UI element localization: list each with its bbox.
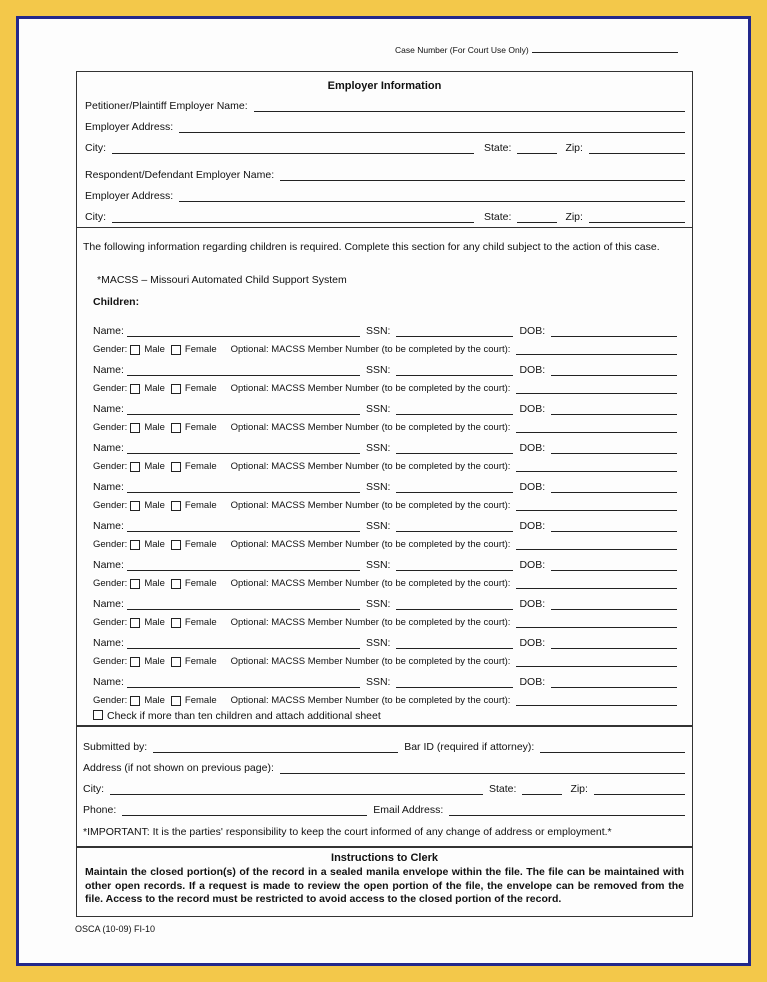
male-label: Male xyxy=(144,656,165,667)
child-dob-input[interactable] xyxy=(551,405,677,415)
petitioner-employer-input[interactable] xyxy=(254,102,685,112)
female-checkbox[interactable] xyxy=(171,501,181,511)
child-gender-row xyxy=(93,617,677,628)
child-ssn-input[interactable] xyxy=(396,444,513,454)
female-label: Female xyxy=(184,695,217,706)
child-name-row xyxy=(93,364,677,376)
gender-label: Gender: xyxy=(93,500,128,511)
male-label: Male xyxy=(144,617,165,628)
child-name-input[interactable] xyxy=(127,639,360,649)
macss-member-label: Optional: MACSS Member Number (to be completed by the court): xyxy=(230,617,511,628)
child-name-label: Name: xyxy=(93,676,124,688)
gender-label: Gender: xyxy=(93,578,128,589)
male-label: Male xyxy=(144,695,165,706)
child-gender-row xyxy=(93,461,677,472)
child-ssn-input[interactable] xyxy=(396,327,513,337)
macss-member-input[interactable] xyxy=(516,345,677,355)
email-label: Email Address: xyxy=(373,804,444,816)
children-section xyxy=(76,227,693,726)
female-label: Female xyxy=(184,539,217,550)
gender-label: Gender: xyxy=(93,656,128,667)
macss-member-label: Optional: MACSS Member Number (to be completed by the court): xyxy=(230,500,511,511)
more-children-checkbox[interactable] xyxy=(93,710,103,720)
macss-note: *MACSS – Missouri Automated Child Support System xyxy=(97,274,347,286)
child-dob-input[interactable] xyxy=(551,366,677,376)
male-label: Male xyxy=(144,500,165,511)
respondent-city-row xyxy=(85,211,685,223)
gender-label: Gender: xyxy=(93,461,128,472)
child-gender-row xyxy=(93,695,677,706)
submitter-zip-input[interactable] xyxy=(594,785,685,795)
child-name-row xyxy=(93,637,677,649)
child-dob-label: DOB: xyxy=(519,403,546,415)
male-checkbox[interactable] xyxy=(130,657,140,667)
respondent-employer-label: Respondent/Defendant Employer Name: xyxy=(85,169,275,181)
macss-member-label: Optional: MACSS Member Number (to be completed by the court): xyxy=(230,344,511,355)
children-intro: The following information regarding children is required. Complete this section for any child subject to the action of this case. xyxy=(83,241,660,253)
child-dob-label: DOB: xyxy=(519,637,546,649)
child-dob-label: DOB: xyxy=(519,325,546,337)
more-children-row xyxy=(93,710,381,722)
female-checkbox[interactable] xyxy=(171,423,181,433)
male-checkbox[interactable] xyxy=(130,696,140,706)
submitter-section xyxy=(76,726,693,847)
child-ssn-label: SSN: xyxy=(365,442,391,454)
child-name-row xyxy=(93,325,677,337)
instructions-body: Maintain the closed portion(s) of the record in a sealed manila envelope within the file. The file can be maintained with other open records. If a request is made to review the open portion of the file, the envelope can be removed from the file. Access to the record must be restricted to avoid access to the closed portion of the record. xyxy=(85,866,684,905)
female-label: Female xyxy=(184,383,217,394)
female-checkbox[interactable] xyxy=(171,657,181,667)
child-gender-row xyxy=(93,344,677,355)
employer-title: Employer Information xyxy=(327,80,442,92)
macss-member-label: Optional: MACSS Member Number (to be completed by the court): xyxy=(230,578,511,589)
child-gender-row xyxy=(93,422,677,433)
female-checkbox[interactable] xyxy=(171,462,181,472)
respondent-employer-row xyxy=(85,169,685,181)
child-name-label: Name: xyxy=(93,598,124,610)
child-name-input[interactable] xyxy=(127,522,360,532)
child-name-input[interactable] xyxy=(127,405,360,415)
male-checkbox[interactable] xyxy=(130,618,140,628)
female-label: Female xyxy=(184,656,217,667)
child-ssn-input[interactable] xyxy=(396,483,513,493)
child-dob-input[interactable] xyxy=(551,561,677,571)
submitter-address-label: Address (if not shown on previous page): xyxy=(83,762,274,774)
respondent-address-row xyxy=(85,190,685,202)
child-name-row xyxy=(93,481,677,493)
petitioner-city-input[interactable] xyxy=(112,144,474,154)
case-number-label: Case Number (For Court Use Only) xyxy=(395,45,529,55)
child-dob-input[interactable] xyxy=(551,600,677,610)
male-checkbox[interactable] xyxy=(130,345,140,355)
petitioner-address-input[interactable] xyxy=(179,123,685,133)
submitter-city-label: City: xyxy=(83,783,104,795)
email-input[interactable] xyxy=(449,806,685,816)
respondent-address-input[interactable] xyxy=(179,192,685,202)
gender-label: Gender: xyxy=(93,383,128,394)
petitioner-city-label: City: xyxy=(85,142,106,154)
child-name-label: Name: xyxy=(93,403,124,415)
macss-member-label: Optional: MACSS Member Number (to be completed by the court): xyxy=(230,539,511,550)
male-label: Male xyxy=(144,578,165,589)
child-name-row xyxy=(93,598,677,610)
child-dob-label: DOB: xyxy=(519,442,546,454)
case-number-field[interactable] xyxy=(395,45,678,55)
child-ssn-input[interactable] xyxy=(396,366,513,376)
child-ssn-label: SSN: xyxy=(365,520,391,532)
child-name-input[interactable] xyxy=(127,483,360,493)
gender-label: Gender: xyxy=(93,539,128,550)
female-label: Female xyxy=(184,461,217,472)
gender-label: Gender: xyxy=(93,422,128,433)
child-ssn-label: SSN: xyxy=(365,637,391,649)
child-ssn-label: SSN: xyxy=(365,559,391,571)
child-dob-label: DOB: xyxy=(519,598,546,610)
submitted-by-row xyxy=(83,741,685,753)
macss-member-input[interactable] xyxy=(516,501,677,511)
gender-label: Gender: xyxy=(93,695,128,706)
child-name-row xyxy=(93,442,677,454)
child-ssn-label: SSN: xyxy=(365,325,391,337)
child-dob-input[interactable] xyxy=(551,444,677,454)
submitter-state-input[interactable] xyxy=(522,785,562,795)
child-ssn-label: SSN: xyxy=(365,598,391,610)
child-ssn-input[interactable] xyxy=(396,600,513,610)
child-ssn-label: SSN: xyxy=(365,676,391,688)
child-dob-input[interactable] xyxy=(551,483,677,493)
macss-member-label: Optional: MACSS Member Number (to be completed by the court): xyxy=(230,383,511,394)
submitter-address-row xyxy=(83,762,685,774)
instructions-section xyxy=(76,847,693,917)
child-name-label: Name: xyxy=(93,520,124,532)
child-dob-input[interactable] xyxy=(551,522,677,532)
male-checkbox[interactable] xyxy=(130,579,140,589)
female-checkbox[interactable] xyxy=(171,618,181,628)
female-checkbox[interactable] xyxy=(171,579,181,589)
child-dob-input[interactable] xyxy=(551,639,677,649)
macss-member-input[interactable] xyxy=(516,540,677,550)
male-label: Male xyxy=(144,461,165,472)
important-note: *IMPORTANT: It is the parties' responsibility to keep the court informed of any change of address or employment.* xyxy=(83,826,612,838)
respondent-address-label: Employer Address: xyxy=(85,190,174,202)
macss-member-input[interactable] xyxy=(516,696,677,706)
female-label: Female xyxy=(184,500,217,511)
respondent-state-input[interactable] xyxy=(517,213,557,223)
child-dob-label: DOB: xyxy=(519,481,546,493)
male-label: Male xyxy=(144,344,165,355)
child-gender-row xyxy=(93,578,677,589)
submitter-address-input[interactable] xyxy=(280,764,685,774)
child-name-row xyxy=(93,676,677,688)
macss-member-label: Optional: MACSS Member Number (to be completed by the court): xyxy=(230,461,511,472)
child-name-input[interactable] xyxy=(127,600,360,610)
macss-member-label: Optional: MACSS Member Number (to be completed by the court): xyxy=(230,695,511,706)
child-name-input[interactable] xyxy=(127,366,360,376)
petitioner-zip-label: Zip: xyxy=(565,142,583,154)
submitter-state-label: State: xyxy=(489,783,517,795)
child-gender-row xyxy=(93,383,677,394)
gender-label: Gender: xyxy=(93,344,128,355)
macss-member-label: Optional: MACSS Member Number (to be completed by the court): xyxy=(230,656,511,667)
petitioner-employer-label: Petitioner/Plaintiff Employer Name: xyxy=(85,100,248,112)
bar-id-label: Bar ID (required if attorney): xyxy=(404,741,535,753)
phone-input[interactable] xyxy=(122,806,367,816)
child-ssn-input[interactable] xyxy=(396,405,513,415)
child-dob-label: DOB: xyxy=(519,559,546,571)
male-checkbox[interactable] xyxy=(130,462,140,472)
child-ssn-input[interactable] xyxy=(396,522,513,532)
child-name-label: Name: xyxy=(93,364,124,376)
child-ssn-label: SSN: xyxy=(365,403,391,415)
petitioner-employer-row xyxy=(85,100,685,112)
male-label: Male xyxy=(144,383,165,394)
petitioner-address-row xyxy=(85,121,685,133)
form-id: OSCA (10-09) FI-10 xyxy=(75,924,156,934)
child-name-input[interactable] xyxy=(127,444,360,454)
submitted-by-input[interactable] xyxy=(153,743,398,753)
macss-member-input[interactable] xyxy=(516,462,677,472)
child-name-label: Name: xyxy=(93,637,124,649)
submitter-zip-label: Zip: xyxy=(570,783,588,795)
petitioner-state-label: State: xyxy=(484,142,512,154)
child-ssn-label: SSN: xyxy=(365,481,391,493)
page-frame xyxy=(16,16,751,966)
instructions-title: Instructions to Clerk xyxy=(331,852,438,864)
child-name-label: Name: xyxy=(93,559,124,571)
petitioner-city-row xyxy=(85,142,685,154)
child-ssn-input[interactable] xyxy=(396,639,513,649)
more-children-label: Check if more than ten children and attach additional sheet xyxy=(107,710,381,722)
form-page xyxy=(19,19,748,963)
macss-member-input[interactable] xyxy=(516,657,677,667)
female-checkbox[interactable] xyxy=(171,384,181,394)
macss-member-label: Optional: MACSS Member Number (to be completed by the court): xyxy=(230,422,511,433)
respondent-city-label: City: xyxy=(85,211,106,223)
female-checkbox[interactable] xyxy=(171,696,181,706)
child-name-label: Name: xyxy=(93,481,124,493)
female-checkbox[interactable] xyxy=(171,345,181,355)
gender-label: Gender: xyxy=(93,617,128,628)
male-label: Male xyxy=(144,422,165,433)
respondent-city-input[interactable] xyxy=(112,213,474,223)
case-number-line[interactable] xyxy=(532,45,678,53)
female-label: Female xyxy=(184,422,217,433)
child-name-input[interactable] xyxy=(127,678,360,688)
child-name-label: Name: xyxy=(93,325,124,337)
petitioner-state-input[interactable] xyxy=(517,144,557,154)
female-label: Female xyxy=(184,617,217,628)
male-label: Male xyxy=(144,539,165,550)
child-name-row xyxy=(93,403,677,415)
child-gender-row xyxy=(93,539,677,550)
child-dob-input[interactable] xyxy=(551,678,677,688)
male-checkbox[interactable] xyxy=(130,423,140,433)
phone-email-row xyxy=(83,804,685,816)
child-dob-input[interactable] xyxy=(551,327,677,337)
bar-id-input[interactable] xyxy=(540,743,685,753)
child-ssn-input[interactable] xyxy=(396,678,513,688)
child-dob-label: DOB: xyxy=(519,364,546,376)
submitted-by-label: Submitted by: xyxy=(83,741,148,753)
child-dob-label: DOB: xyxy=(519,520,546,532)
macss-member-input[interactable] xyxy=(516,423,677,433)
male-checkbox[interactable] xyxy=(130,501,140,511)
female-label: Female xyxy=(184,578,217,589)
petitioner-zip-input[interactable] xyxy=(589,144,685,154)
submitter-city-row xyxy=(83,783,685,795)
child-name-input[interactable] xyxy=(127,327,360,337)
phone-label: Phone: xyxy=(83,804,117,816)
macss-member-input[interactable] xyxy=(516,384,677,394)
respondent-employer-input[interactable] xyxy=(280,171,685,181)
respondent-zip-input[interactable] xyxy=(589,213,685,223)
employer-section xyxy=(76,71,693,228)
children-heading: Children: xyxy=(93,296,140,308)
child-name-input[interactable] xyxy=(127,561,360,571)
female-label: Female xyxy=(184,344,217,355)
child-gender-row xyxy=(93,656,677,667)
child-name-row xyxy=(93,559,677,571)
petitioner-address-label: Employer Address: xyxy=(85,121,174,133)
respondent-zip-label: Zip: xyxy=(565,211,583,223)
macss-member-input[interactable] xyxy=(516,618,677,628)
submitter-city-input[interactable] xyxy=(110,785,483,795)
male-checkbox[interactable] xyxy=(130,384,140,394)
male-checkbox[interactable] xyxy=(130,540,140,550)
macss-member-input[interactable] xyxy=(516,579,677,589)
female-checkbox[interactable] xyxy=(171,540,181,550)
child-name-row xyxy=(93,520,677,532)
child-dob-label: DOB: xyxy=(519,676,546,688)
child-gender-row xyxy=(93,500,677,511)
child-name-label: Name: xyxy=(93,442,124,454)
child-ssn-label: SSN: xyxy=(365,364,391,376)
respondent-state-label: State: xyxy=(484,211,512,223)
child-ssn-input[interactable] xyxy=(396,561,513,571)
